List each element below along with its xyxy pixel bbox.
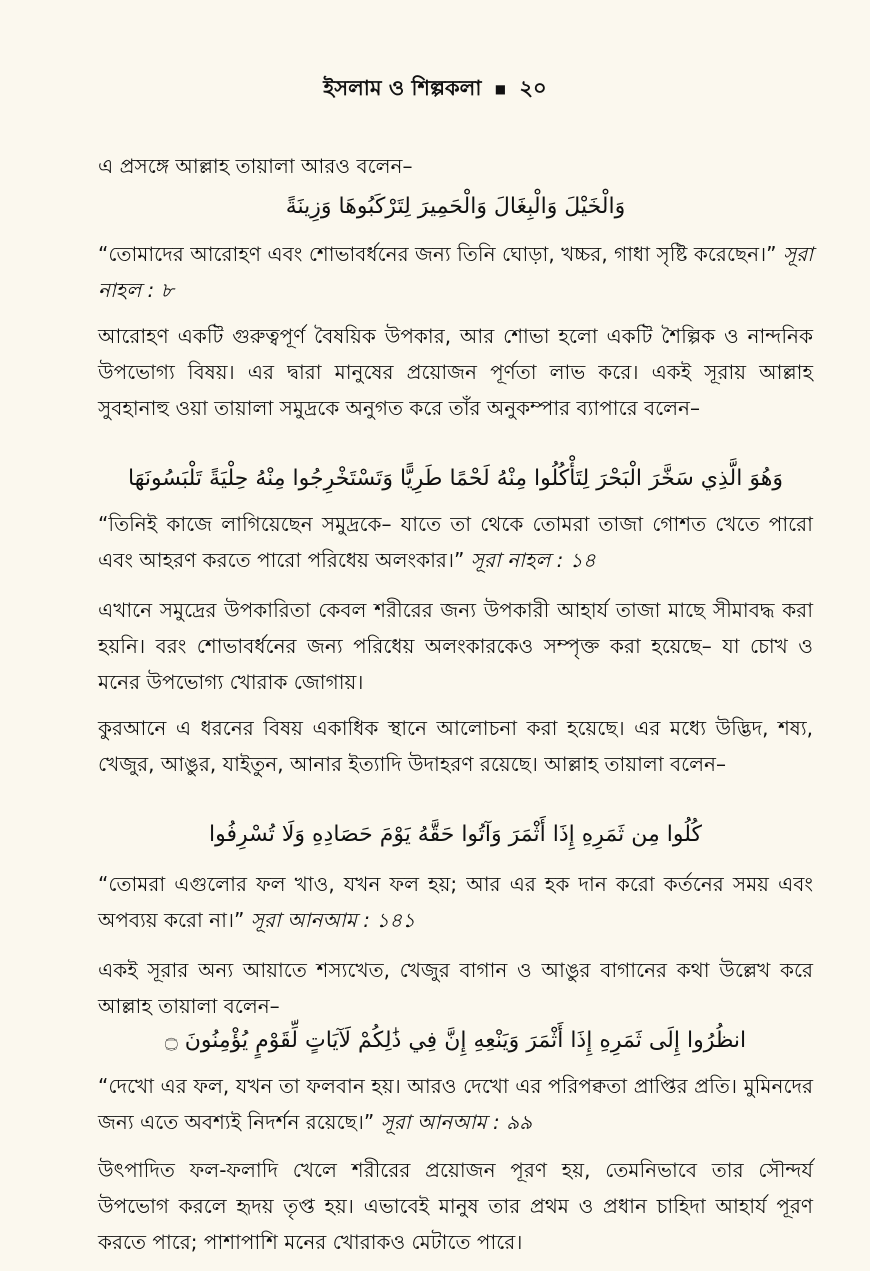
book-title: ইসলাম ও শিল্পকলা [323,76,482,100]
translation-1-text: “তোমাদের আরোহণ এবং শোভাবর্ধনের জন্য তিনি ঘোড়া, খচ্চর, গাধা সৃষ্টি করেছেন।” [98,242,777,266]
page-number: ২০ [519,76,547,100]
paragraph-3: কুরআনে এ ধরনের বিষয় একাধিক স্থানে আলোচনা করা হয়েছে। এর মধ্যে উদ্ভিদ, শষ্য, খেজুর, আঙুর, যাইতুন, আনার ইত্যাদি উদাহরণ রয়েছে। আল্লাহ তায়ালা বলেন– [98,716,813,776]
running-header [0,72,870,107]
citation-4: সূরা আনআম : ৯৯ [380,1110,533,1134]
paragraph-5: উৎপাদিত ফল-ফলাদি খেলে শরীরের প্রয়োজন পূরণ হয়, তেমনিভাবে তার সৌন্দর্য উপভোগ করলে হৃদয় তৃপ্ত হয়। এভাবেই মানুষ তার প্রথম ও প্রধান চাহিদা আহার্য পূরণ করতে পারে; পাশাপাশি মনের খোরাকও মেটাতে পারে। [98,1158,813,1254]
translation-4-text: “দেখো এর ফল, যখন তা ফলবান হয়। আরও দেখো এর পরিপক্বতা প্রাপ্তির প্রতি। মুমিনদের জন্য এতে অবশ্যই নিদর্শন রয়েছে।” [98,1074,813,1134]
arabic-verse-4: انظُرُوا إِلَى ثَمَرِهِ إِذَا أَثْمَرَ وَيَنْعِهِ إِنَّ فِي ذَٰلِكُمْ لَآيَاتٍ لِّقَوْمٍ يُؤْمِنُونَ ۝ [164,1028,747,1053]
translation-2-text: “তিনিই কাজে লাগিয়েছেন সমুদ্রকে– যাতে তা থেকে তোমরা তাজা গোশত খেতে পারো এবং আহরণ করতে পারো পরিধেয় অলংকার।” [98,512,813,572]
translation-4 [98,1068,813,1140]
separator-square: ■ [494,82,507,96]
paragraph-4: একই সূরার অন্য আয়াতে শস্যখেত, খেজুর বাগান ও আঙুর বাগানের কথা উল্লেখ করে আল্লাহ তায়ালা বলেন– [98,958,813,1018]
intro-line: এ প্রসঙ্গে আল্লাহ তায়ালা আরও বলেন– [98,154,413,178]
translation-3-text: “তোমরা এগুলোর ফল খাও, যখন ফল হয়; আর এর হক দান করো কর্তনের সময় এবং অপব্যয় করো না।” [98,872,813,932]
arabic-verse-2: وَهُوَ الَّذِي سَخَّرَ الْبَحْرَ لِتَأْكُلُوا مِنْهُ لَحْمًا طَرِيًّا وَتَسْتَخْرِجُوا مِنْهُ حِلْيَةً تَلْبَسُونَهَا [128,466,783,491]
citation-1: সূরা নাহল : ৮ [98,242,813,302]
translation-1 [98,236,813,308]
citation-2: সূরা নাহল : ১৪ [470,548,596,572]
arabic-verse-3: كُلُوا مِن ثَمَرِهِ إِذَا أَثْمَرَ وَآتُوا حَقَّهُ يَوْمَ حَصَادِهِ وَلَا تُسْرِفُوا [208,822,703,847]
citation-3: সূরা আনআম : ১৪১ [250,908,416,932]
translation-3 [98,866,813,938]
paragraph-2: এখানে সমুদ্রের উপকারিতা কেবল শরীরের জন্য উপকারী আহার্য তাজা মাছে সীমাবদ্ধ করা হয়নি। বরং শোভাবর্ধনের জন্য পরিধেয় অলংকারকেও সম্পৃক্ত করা হয়েছে– যা চোখ ও মনের উপভোগ্য খোরাক জোগায়। [98,598,813,694]
paragraph-1: আরোহণ একটি গুরুত্বপূর্ণ বৈষয়িক উপকার, আর শোভা হলো একটি শৈল্পিক ও নান্দনিক উপভোগ্য বিষয়। এর দ্বারা মানুষের প্রয়োজন পূর্ণতা লাভ করে। একই সূরায় আল্লাহ সুবহানাহু ওয়া তায়ালা সমুদ্রকে অনুগত করে তাঁর অনুকম্পার ব্যাপারে বলেন– [98,324,813,420]
translation-2 [98,506,813,578]
arabic-verse-1: وَالْخَيْلَ وَالْبِغَالَ وَالْحَمِيرَ لِتَرْكَبُوهَا وَزِينَةً [285,194,626,219]
